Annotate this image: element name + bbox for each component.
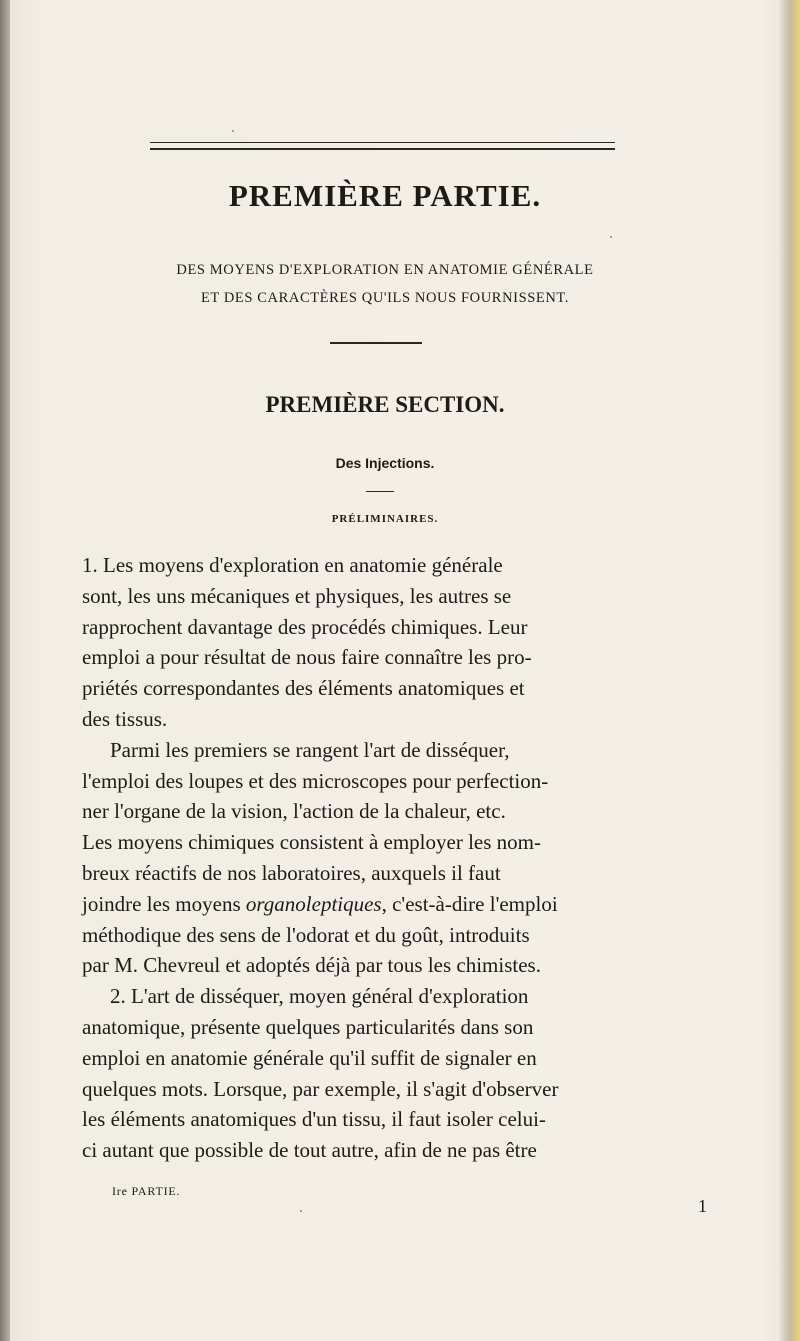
- text-segment: , c'est-à-dire l'emploi: [381, 891, 558, 916]
- page-number: 1: [698, 1196, 707, 1216]
- italic-term: organoleptiques: [245, 891, 382, 916]
- short-rule: [366, 491, 394, 492]
- paper-speck: [232, 130, 234, 132]
- text-line: ner l'organe de la vision, l'action de la chaleur, etc.: [82, 799, 506, 824]
- text-line: 1. Les moyens d'exploration en anatomie générale: [82, 553, 503, 577]
- text-line: quelques mots. Lorsque, par exemple, il s'agit d'observer: [82, 1076, 559, 1101]
- text-line: emploi en anatomie générale qu'il suffit de signaler en: [82, 1045, 537, 1070]
- section-title: PREMIÈRE SECTION.: [265, 392, 505, 417]
- text-line: emploi a pour résultat de nous faire connaître les pro-: [82, 645, 532, 670]
- text-line: ci autant que possible de tout autre, afin de ne pas être: [82, 1138, 537, 1163]
- body-text: [82, 550, 737, 1166]
- text-line-with-italic: [82, 889, 737, 920]
- section-subtitle: Des Injections.: [335, 455, 435, 471]
- text-line: anatomique, présente quelques particularités dans son: [82, 1014, 534, 1039]
- text-line: les éléments anatomiques d'un tissu, il faut isoler celui-: [82, 1107, 546, 1132]
- signature-mark: Ire PARTIE.: [112, 1184, 181, 1198]
- paper-speck: [610, 236, 612, 238]
- text-line: sont, les uns mécaniques et physiques, les autres se: [82, 583, 512, 608]
- text-line: des tissus.: [82, 706, 168, 731]
- text-segment: joindre les moyens: [82, 891, 246, 916]
- text-line: breux réactifs de nos laboratoires, auxquels il faut: [82, 860, 501, 885]
- binding-edge: [0, 0, 10, 1341]
- text-line: l'emploi des loupes et des microscopes pour perfection-: [82, 768, 549, 793]
- text-line: 2. L'art de disséquer, moyen général d'exploration: [110, 984, 529, 1009]
- top-double-rule: [150, 142, 615, 150]
- text-line: rapprochent davantage des procédés chimiques. Leur: [82, 614, 528, 639]
- text-line: priétés correspondantes des éléments anatomiques et: [82, 676, 525, 701]
- part-subtitle-line-2: ET DES CARACTÈRES QU'ILS NOUS FOURNISSENT.: [200, 290, 570, 306]
- subsection-heading: PRÉLIMINAIRES.: [331, 513, 439, 525]
- divider-rule: [330, 342, 422, 344]
- text-line: par M. Chevreul et adoptés déjà par tous les chimistes.: [82, 953, 541, 978]
- paper-speck: [300, 1210, 302, 1212]
- part-subtitle-line-1: DES MOYENS D'EXPLORATION EN ANATOMIE GÉNÉRALE: [176, 262, 594, 278]
- text-line: méthodique des sens de l'odorat et du goût, introduits: [82, 922, 530, 947]
- page-edge: [778, 0, 800, 1341]
- text-line: Les moyens chimiques consistent à employer les nom-: [82, 830, 541, 855]
- text-line: Parmi les premiers se rangent l'art de disséquer,: [110, 737, 510, 762]
- part-title: PREMIÈRE PARTIE.: [228, 178, 542, 213]
